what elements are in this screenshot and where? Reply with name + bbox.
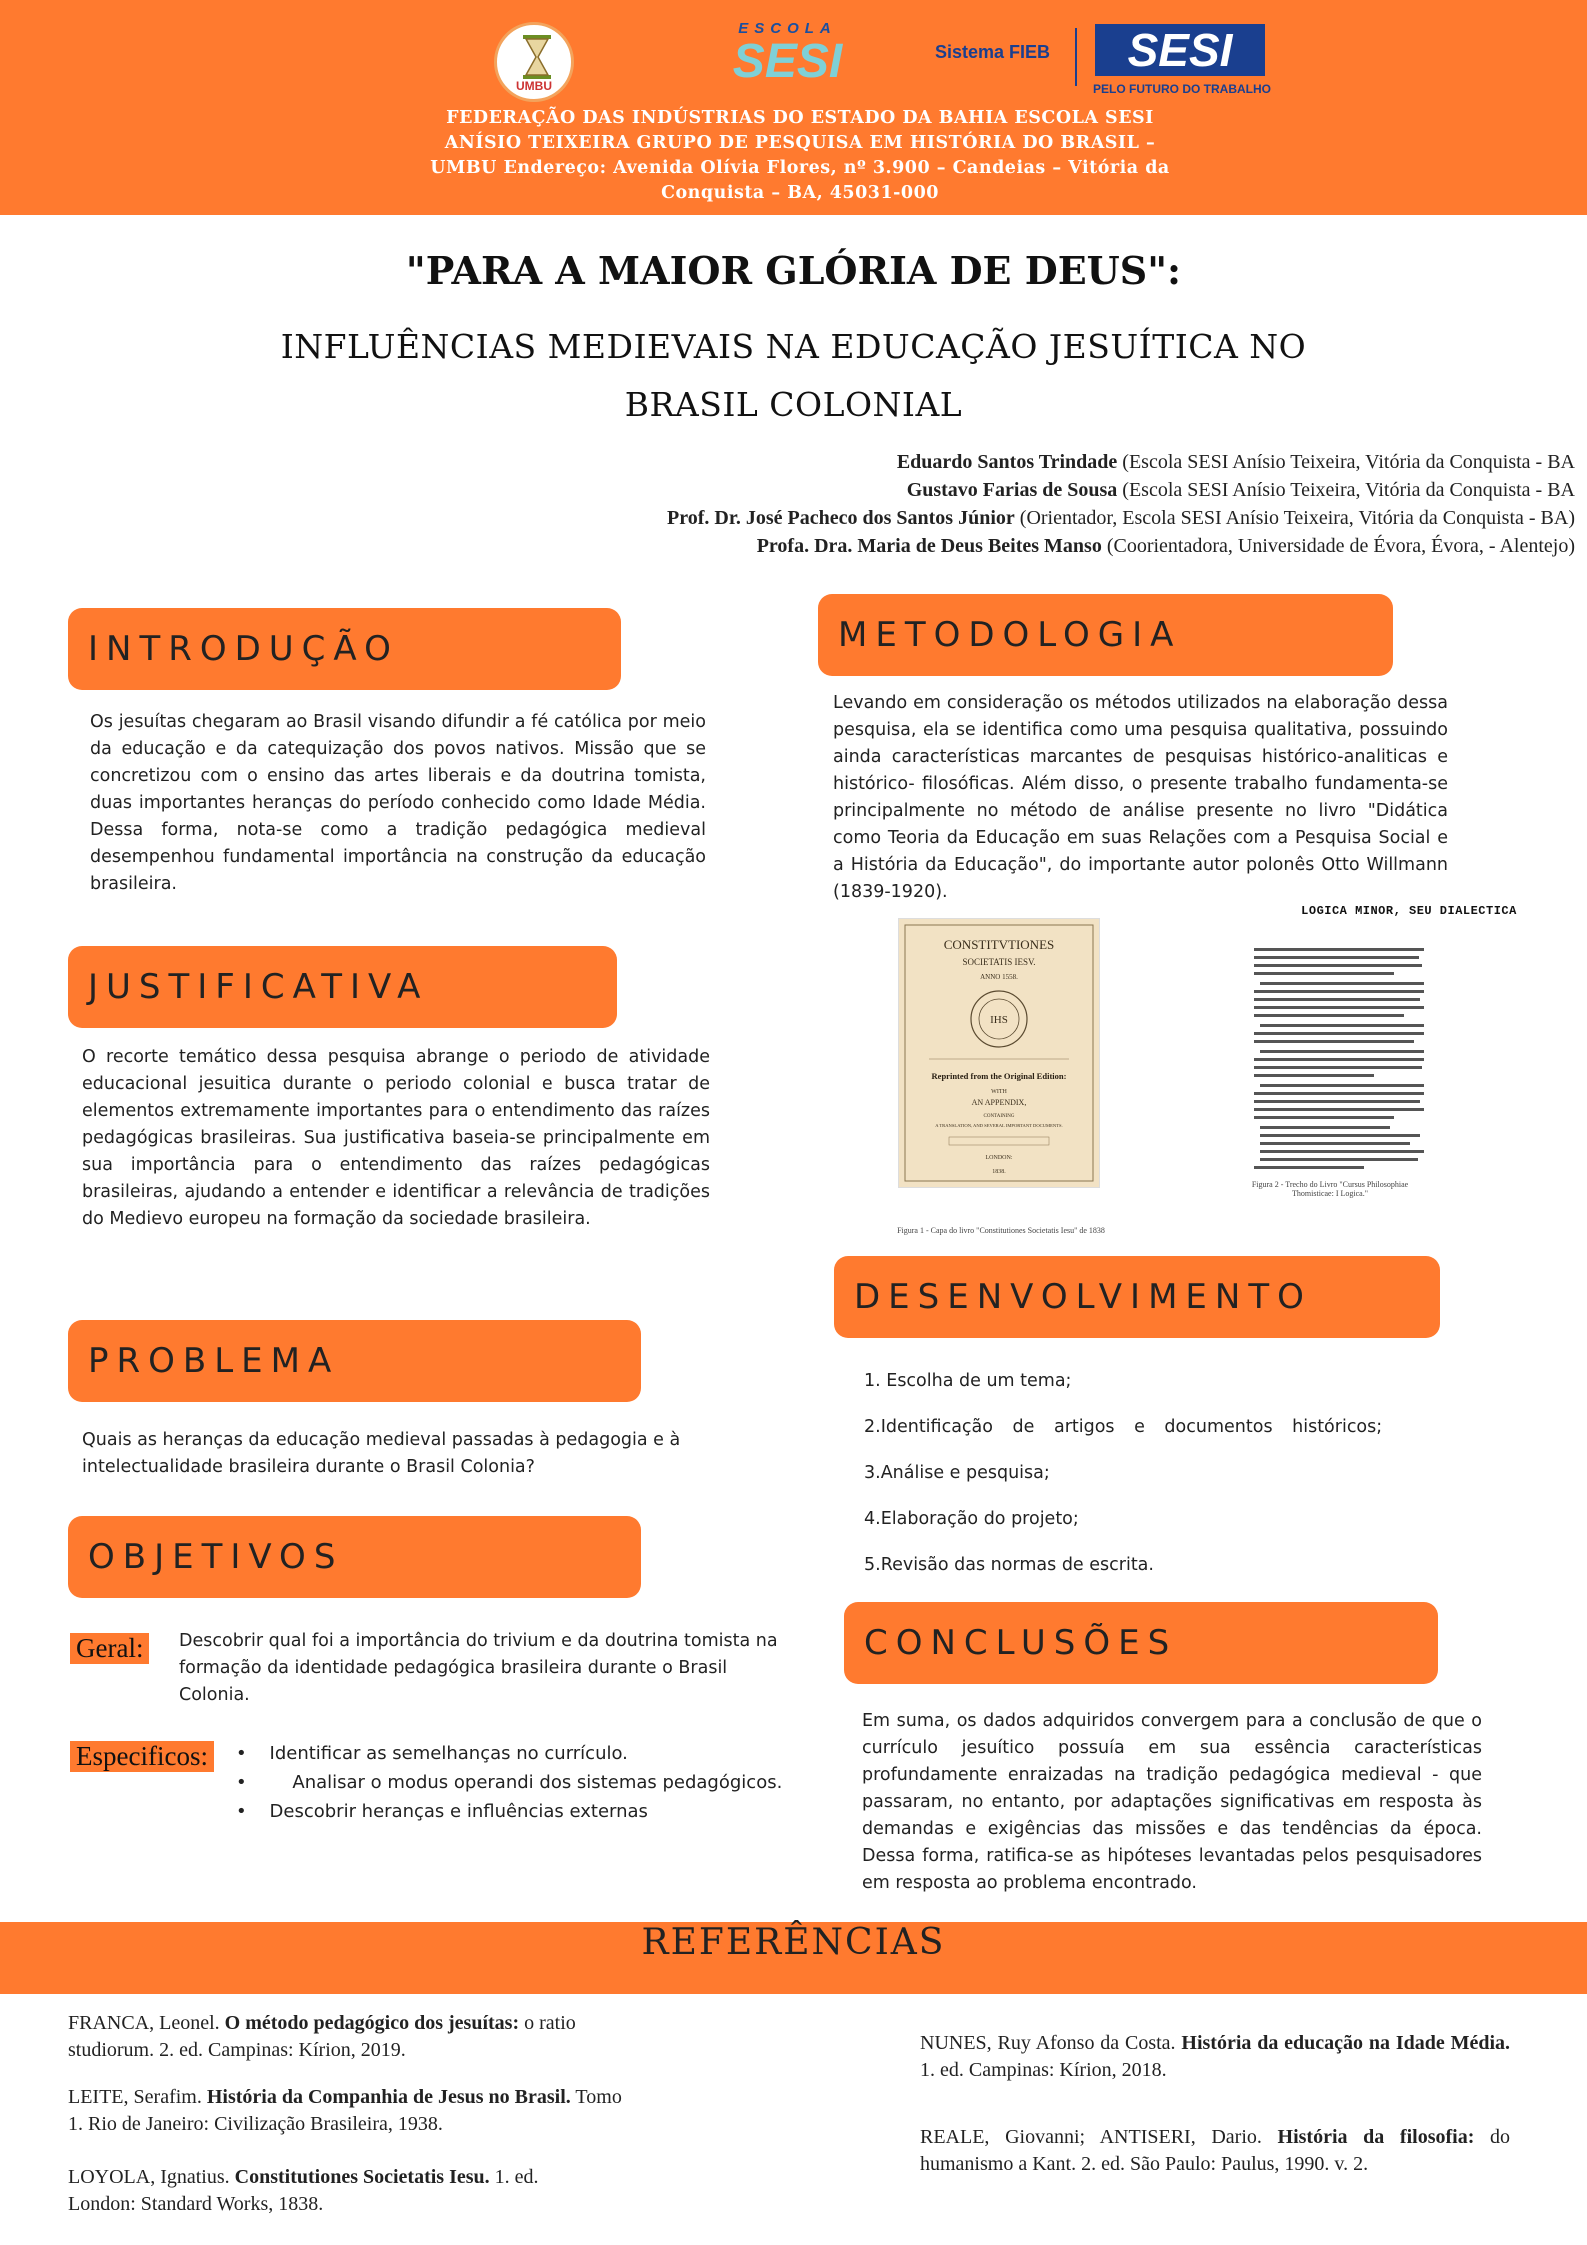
list-item: • Analisar o modus operandi dos sistemas pedagógicos. [236, 1772, 783, 1793]
cover-reprint: Reprinted from the Original Edition: [931, 1071, 1067, 1081]
author-name: Prof. Dr. José Pacheco dos Santos Júnior [666, 507, 1015, 529]
list-item: 3.Análise e pesquisa; [864, 1463, 1050, 1483]
figura-2-caption: Figura 2 - Trecho do Livro "Cursus Philosophiae Thomisticae: I Logica." [1251, 1180, 1409, 1198]
reference-item: NUNES, Ruy Afonso da Costa. História da educação na Idade Média. 1. ed. Campinas: Kírion, 2018. [920, 2032, 1511, 2081]
reference-item: LOYOLA, Ignatius. Constitutiones Societatis Iesu. 1. ed. London: Standard Works, 1838. [68, 2166, 539, 2215]
list-item: 1. Escolha de um tema; [864, 1371, 1072, 1391]
author-name: Eduardo Santos Trindade [896, 451, 1118, 473]
problema-text: Quais as heranças da educação medieval passadas à pedagogia e à intelectualidade brasileira durante o Brasil Colonia? [82, 1430, 681, 1477]
excerpt-heading: LOGICA MINOR, SEU DIALECTICA [1301, 904, 1517, 918]
book-cover-illustration [899, 919, 1099, 1187]
institution-address: FEDERAÇÃO DAS INDÚSTRIAS DO ESTADO DA BAHIA ESCOLA SESI ANÍSIO TEIXEIRA GRUPO DE PESQUISA EM HISTÓRIA DO BRASIL – UMBU Endereço: Avenida Olívia Flores, nº 3.900 – Candeias – Vitória da Conquista – BA, 45031-000 [430, 108, 1170, 203]
reference-item: REALE, Giovanni; ANTISERI, Dario. História da filosofia: do humanismo a Kant. 2. ed. São Paulo: Paulus, 1990. v. 2. [920, 2126, 1510, 2175]
objetivos-especificos-label: Especificos: [70, 1741, 214, 1772]
author-line [420, 532, 1575, 560]
author-affiliation: (Escola SESI Anísio Teixeira, Vitória da Conquista - BA [1122, 451, 1575, 473]
desenvolvimento-heading: DESENVOLVIMENTO [834, 1256, 1440, 1338]
umbu-logo-text: UMBU [516, 79, 552, 93]
author-affiliation: (Orientador, Escola SESI Anísio Teixeira, Vitória da Conquista - BA) [1019, 507, 1575, 529]
hourglass-icon [523, 35, 551, 79]
figura-1-caption: Figura 1 - Capa do livro "Constitutiones Societatis Iesu" de 1838 [897, 1226, 1105, 1235]
reference-item: LEITE, Serafim. História da Companhia de Jesus no Brasil. Tomo 1. Rio de Janeiro: Civilização Brasileira, 1938. [68, 2086, 622, 2135]
introducao-heading: INTRODUÇÃO [68, 608, 621, 690]
metodologia-heading: METODOLOGIA [818, 594, 1393, 676]
umbu-logo [494, 22, 574, 102]
list-item: • Identificar as semelhanças no currículo. [236, 1743, 628, 1764]
list-item: 5.Revisão das normas de escrita. [864, 1555, 1154, 1575]
justificativa-text: O recorte temático dessa pesquisa abrange o periodo de atividade educacional jesuitica durante o periodo colonial e busca tratar de elementos extremamente importantes para o entendimento das raízes pedagógicas brasileiras. Sua justificativa baseia-se principalmente em sua importância para o entendimento das raízes pedagógicas brasileiras, ajudando a entender e identificar a relevância de tradições do Medievo europeu na formação da sociedade brasileira. [82, 1047, 710, 1229]
cover-place: LONDON: [985, 1155, 1013, 1161]
cover-appendix: AN APPENDIX, [971, 1098, 1027, 1107]
figura-1-book-cover [898, 918, 1100, 1188]
author-line [420, 504, 1575, 532]
conclusoes-heading: CONCLUSÕES [844, 1602, 1438, 1684]
reference-item: FRANCA, Leonel. O método pedagógico dos jesuítas: o ratio studiorum. 2. ed. Campinas: Kírion, 2019. [68, 2012, 576, 2061]
author-name: Gustavo Farias de Sousa [906, 479, 1118, 501]
list-item: 2.Identificação de artigos e documentos históricos; [864, 1417, 1383, 1437]
cover-with: WITH [991, 1089, 1007, 1095]
author-name: Profa. Dra. Maria de Deus Beites Manso [756, 535, 1102, 557]
referencias-heading: REFERÊNCIAS [641, 1922, 946, 1963]
cover-year-top: ANNO 1558. [980, 973, 1018, 981]
fieb-label: Sistema FIEB [935, 42, 1051, 62]
introducao-text: Os jesuítas chegaram ao Brasil visando difundir a fé católica por meio da educação e da catequização dos povos nativos. Missão que se concretizou com o ensino das artes liberais e da doutrina tomista, duas importantes heranças do período conhecido como Idade Média. Dessa forma, nota-se como a tradição pedagógica medieval desempenhou fundamental importância na construção da educação brasileira. [90, 712, 706, 894]
figura-2-text-excerpt [1234, 904, 1584, 1180]
excerpt-text-block [1254, 948, 1424, 1188]
cover-year: 1838. [992, 1169, 1006, 1175]
logo-divider [1075, 28, 1077, 86]
objetivos-heading: OBJETIVOS [68, 1516, 641, 1598]
sesi-tagline: PELO FUTURO DO TRABALHO [1093, 82, 1271, 96]
desenvolvimento-list [864, 1368, 1404, 1598]
sesi-label: SESI [1095, 24, 1265, 76]
list-item: 4.Elaboração do projeto; [864, 1509, 1079, 1529]
author-line [420, 476, 1575, 504]
escola-label: ESCOLA [738, 20, 837, 37]
poster-title: "PARA A MAIOR GLÓRIA DE DEUS": [405, 248, 1182, 293]
authors-block [420, 448, 1575, 560]
escola-sesi-label: SESI [732, 35, 843, 88]
seal-text: IHS [990, 1014, 1008, 1026]
cover-translation: A TRANSLATION, AND SEVERAL IMPORTANT DOCUMENTS. [935, 1123, 1063, 1128]
metodologia-text: Levando em consideração os métodos utilizados na elaboração dessa pesquisa, ela se identifica como uma pesquisa qualitativa, possuindo ainda características marcantes de pesquisas histórico-analiticas e histórico- filosóficas. Além disso, o presente trabalho fundamenta-se principalmente no método de análise presente no livro "Didática como Teoria da Educação em suas Relações com a Pesquisa Social e a História da Educação", do importante autor polonês Otto Willmann (1839-1920). [833, 693, 1448, 902]
problema-heading: PROBLEMA [68, 1320, 641, 1402]
author-affiliation: (Escola SESI Anísio Teixeira, Vitória da Conquista - BA [1122, 479, 1575, 501]
list-item: • Descobrir heranças e influências externas [236, 1801, 648, 1822]
escola-sesi-logo [720, 20, 855, 90]
justificativa-heading: JUSTIFICATIVA [68, 946, 617, 1028]
subtitle-line-2: BRASIL COLONIAL [624, 385, 963, 424]
objetivos-especificos-list [236, 1739, 796, 1826]
objetivo-geral-label: Geral: [70, 1633, 149, 1664]
poster-subtitle [0, 318, 1587, 434]
author-affiliation: (Coorientadora, Universidade de Évora, Évora, - Alentejo) [1106, 535, 1575, 557]
cover-containing: CONTAINING [983, 1114, 1015, 1119]
subtitle-line-1: INFLUÊNCIAS MEDIEVAIS NA EDUCAÇÃO JESUÍTICA NO [280, 327, 1307, 366]
conclusoes-text: Em suma, os dados adquiridos convergem para a conclusão de que o currículo jesuítico possuía em sua essência características profundamente enraizadas na tradição pedagógica medieval - que passaram, no entanto, por adaptações significativas em resposta às demandas e exigências das missões e das tendências da época. Dessa forma, ratifica-se as hipóteses levantadas pelos pesquisadores em resposta ao problema encontrado. [862, 1711, 1482, 1893]
objetivo-geral-text: Descobrir qual foi a importância do trivium e da doutrina tomista na formação da identidade pedagógica brasileira durante o Brasil Colonia. [179, 1631, 778, 1705]
sistema-fieb-sesi-logo [935, 24, 1275, 100]
cover-subtitle: SOCIETATIS IESV. [962, 957, 1036, 967]
author-line [420, 448, 1575, 476]
cover-title: CONSTITVTIONES [943, 937, 1055, 952]
